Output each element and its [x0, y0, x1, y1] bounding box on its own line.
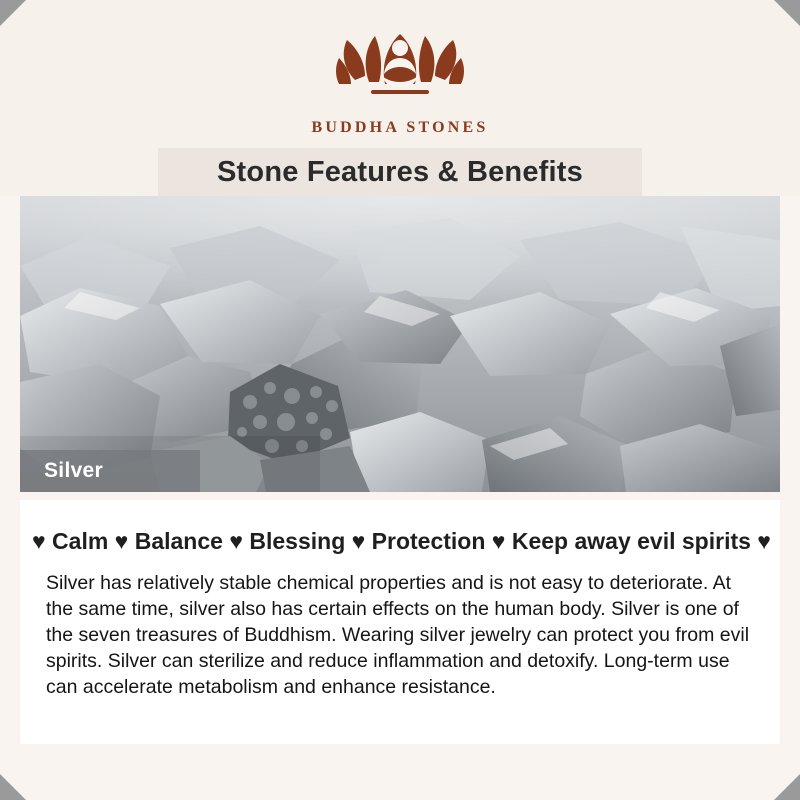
- silver-ore-illustration: [20, 196, 780, 492]
- corner-decoration-bottom-left: [0, 774, 26, 800]
- hero-image: [20, 196, 780, 492]
- stone-name-badge: [20, 450, 200, 492]
- benefits-line: ♥ Calm ♥ Balance ♥ Blessing ♥ Protection ♥ Keep away evil spirits ♥: [32, 528, 771, 554]
- description-text: Silver has relatively stable chemical properties and is not easy to deteriorate. At the same time, silver also has certain effects on the human body. Silver is one of the seven treasures of Buddhism. Wearing silver jewelry can protect you from evil spirits. Silver can sterilize and reduce inflammation and detoxify. Long-term use can accelerate metabolism and enhance resistance.: [46, 572, 750, 698]
- content-card: [20, 500, 780, 744]
- page-title: Stone Features & Benefits: [217, 155, 583, 188]
- brand-logo: [0, 18, 800, 137]
- bottom-spacer: [0, 744, 800, 800]
- title-banner: [158, 148, 642, 196]
- stone-name: Silver: [44, 459, 104, 482]
- corner-decoration-top-right: [774, 0, 800, 26]
- lotus-meditation-icon: [0, 18, 800, 115]
- brand-name: BUDDHA STONES: [311, 119, 489, 136]
- corner-decoration-top-left: [0, 0, 26, 26]
- corner-decoration-bottom-right: [774, 774, 800, 800]
